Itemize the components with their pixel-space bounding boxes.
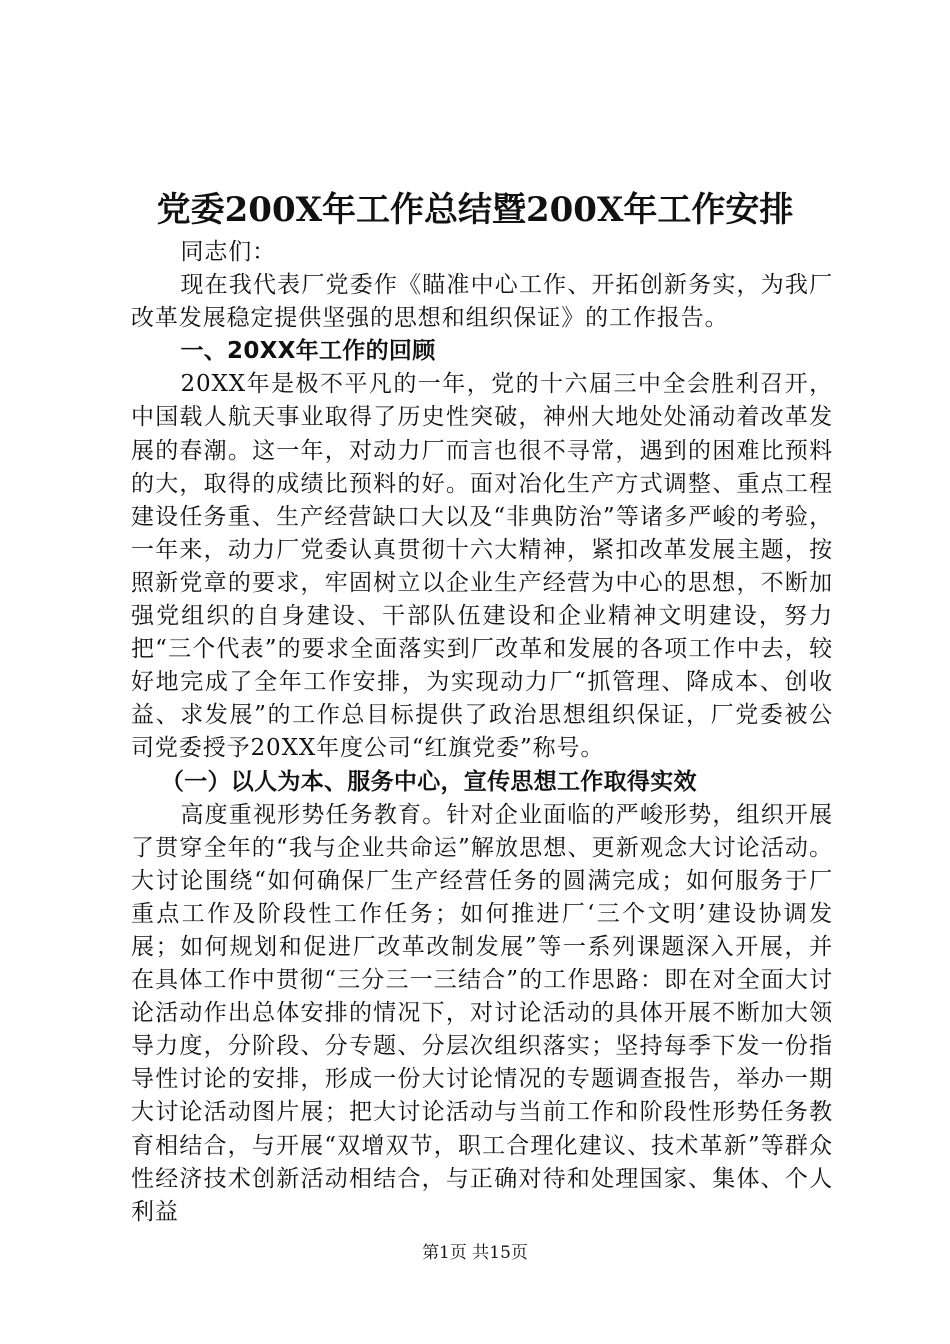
section-heading: 一、20XX年工作的回顾 <box>180 338 436 365</box>
document-title: 党委200X年工作总结暨200X年工作安排 <box>156 190 794 230</box>
salutation: 同志们： <box>180 239 277 265</box>
subsection-paragraph: 高度重视形势任务教育。针对企业面临的严峻形势，组织开展了贯穿全年的“我与企业共命运”解放思想、更新观念大讨论活动。大讨论围绕“如何确保厂生产经营任务的圆满完成；如何服务于厂重点工作及阶段性工作任务；如何推进厂‘三个文明’建设协调发展；如何规划和促进厂改革改制发展”等一系列课题深入开展，并在具体工作中贯彻“三分三一三结合”的工作思路：即在对全面大讨论活动作出总体安排的情况下，对讨论活动的具体开展不断加大领导力度，分阶段、分专题、分层次组织落实；坚持每季下发一份指导性讨论的安排，形成一份大讨论情况的专题调查报告，举办一期大讨论活动图片展；把大讨论活动与当前工作和阶段性形势任务教育相结合，与开展“双增双节，职工合理化建议、技术革新”等群众性经济技术创新活动相结合，与正确对待和处理国家、集体、个人利益 <box>131 801 833 1225</box>
section-paragraph: 20XX年是极不平凡的一年，党的十六届三中全会胜利召开，中国载人航天事业取得了历史性突破，神州大地处处涌动着改革发展的春潮。这一年，对动力厂而言也很不寻常，遇到的困难比预料的大，取得的成绩比预料的好。面对冶化生产方式调整、重点工程建设任务重、生产经营缺口大以及“非典防治”等诸多严峻的考验，一年来，动力厂党委认真贯彻十六大精神，紧扣改革发展主题，按照新党章的要求，牢固树立以企业生产经营为中心的思想，不断加强党组织的自身建设、干部队伍建设和企业精神文明建设，努力把“三个代表”的要求全面落实到厂改革和发展的各项工作中去，较好地完成了全年工作安排，为实现动力厂“抓管理、降成本、创收益、求发展”的工作总目标提供了政治思想组织保证，厂党委被公司党委授予20XX年度公司“红旗党委”称号。 <box>131 371 833 762</box>
document-body <box>131 236 833 1229</box>
subsection-heading: （一）以人为本、服务中心，宣传思想工作取得实效 <box>160 768 697 795</box>
intro-paragraph: 现在我代表厂党委作《瞄准中心工作、开拓创新务实，为我厂改革发展稳定提供坚强的思想和组织保证》的工作报告。 <box>131 272 833 332</box>
page-number-footer: 第1页 共15页 <box>422 1243 528 1263</box>
